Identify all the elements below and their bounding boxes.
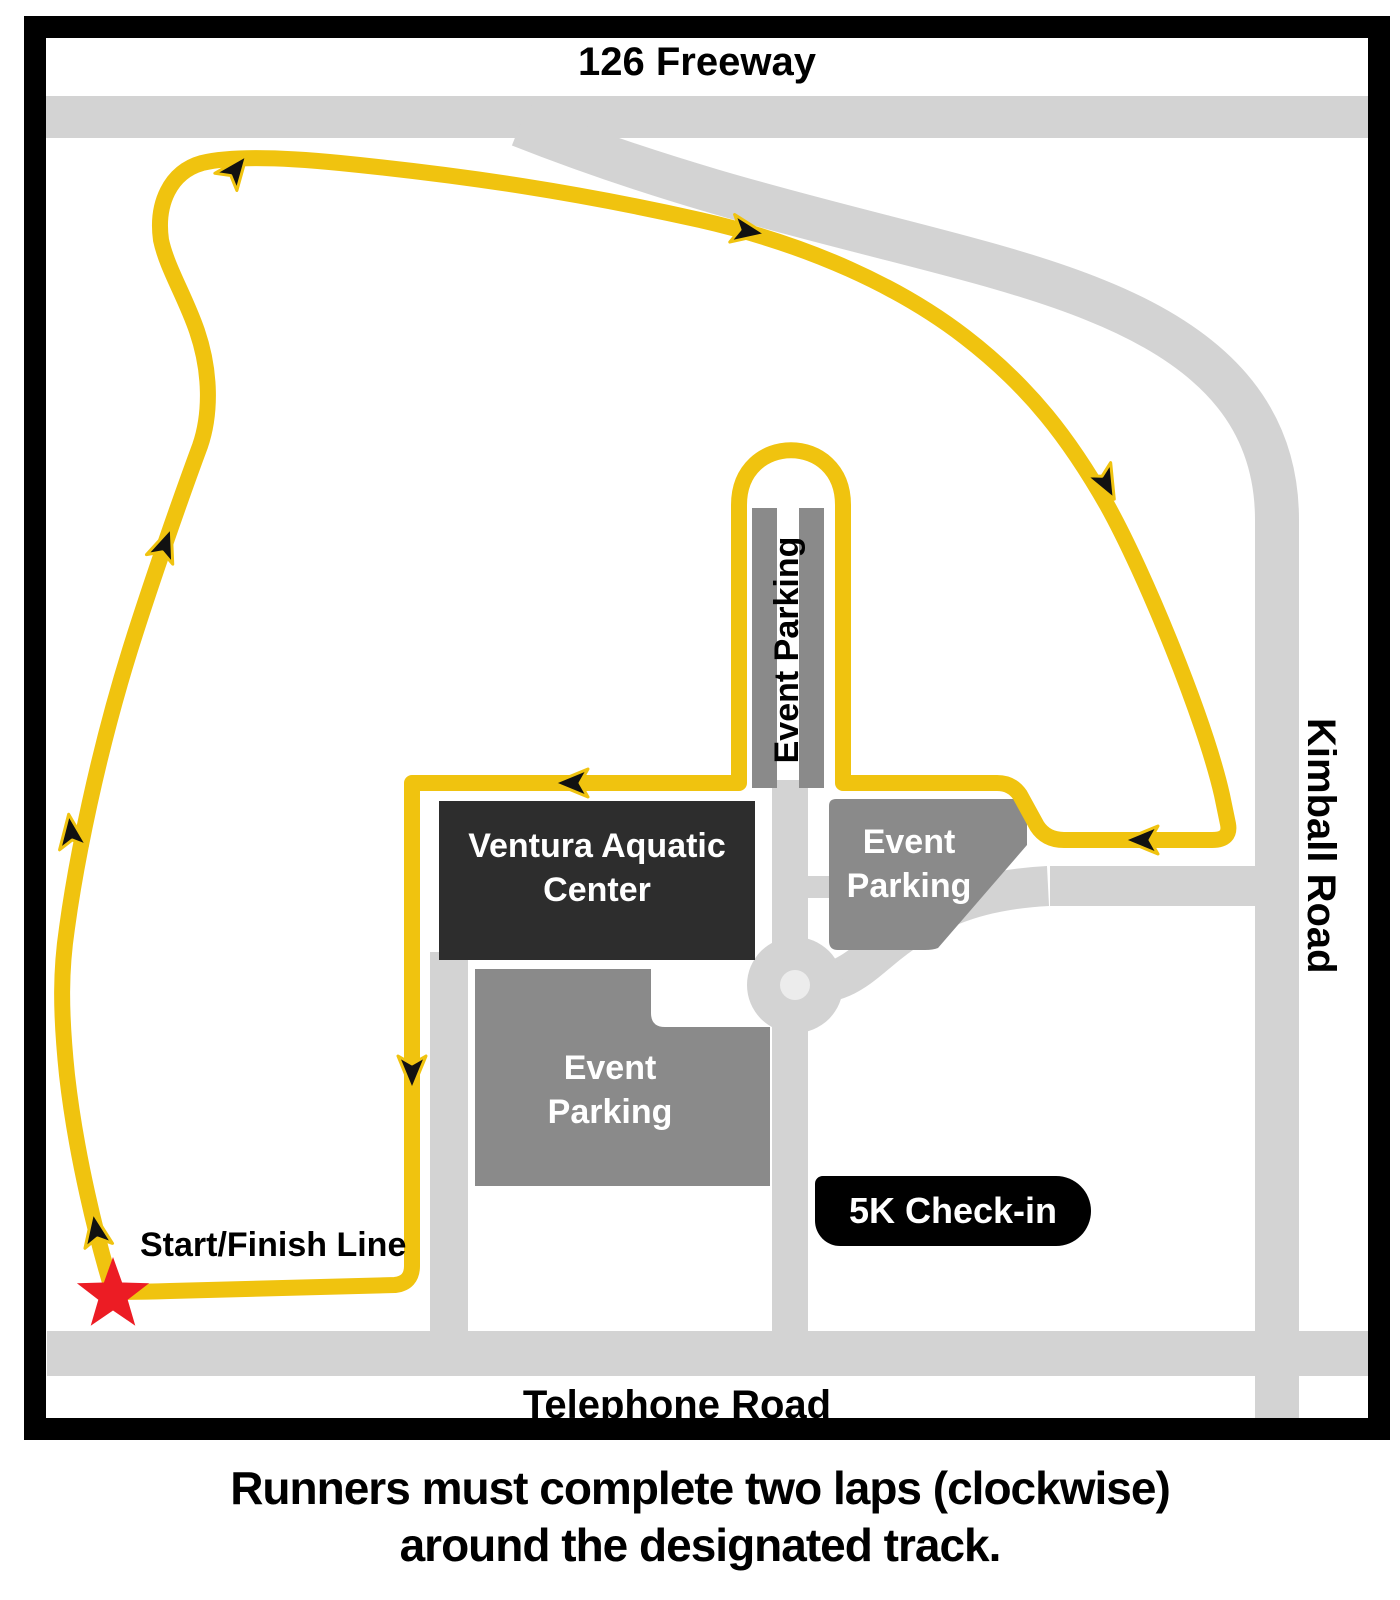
freeway-road	[46, 96, 1368, 138]
star-icon	[77, 1257, 149, 1326]
caption	[0, 1460, 1400, 1574]
parking-upper-label-line2: Parking	[846, 867, 972, 905]
parking-strip-label: Event Parking	[768, 536, 806, 764]
telephone-road-label: Telephone Road	[522, 1383, 832, 1427]
roundabout-island	[780, 970, 810, 1000]
freeway-road-label: 126 Freeway	[578, 40, 816, 84]
checkin-badge	[815, 1176, 1091, 1246]
aquatic-center-label	[439, 824, 755, 912]
kimball-stub-road	[1050, 866, 1280, 906]
parking-lower-label-line1: Event	[563, 1049, 657, 1087]
caption-line2: around the designated track.	[399, 1519, 1001, 1571]
access-road-west	[430, 952, 468, 1331]
parking-stub-road	[798, 876, 832, 898]
map-border	[35, 27, 1379, 1429]
access-road-central	[772, 780, 808, 1331]
start-finish-label: Start/Finish Line	[140, 1226, 407, 1264]
parking-lower-label	[475, 1046, 745, 1134]
aquatic-center-label-line2: Center	[543, 871, 651, 909]
parking-upper-label-line1: Event	[862, 823, 956, 861]
kimball-road-label: Kimball Road	[1299, 718, 1343, 974]
parking-upper-label	[829, 820, 989, 908]
parking-lower-label-line2: Parking	[547, 1093, 673, 1131]
checkin-badge-label: 5K Check-in	[848, 1190, 1058, 1231]
telephone-road	[47, 1331, 1368, 1376]
aquatic-center-label-line1: Ventura Aquatic	[468, 827, 726, 865]
caption-line1: Runners must complete two laps (clockwise)	[230, 1462, 1170, 1514]
